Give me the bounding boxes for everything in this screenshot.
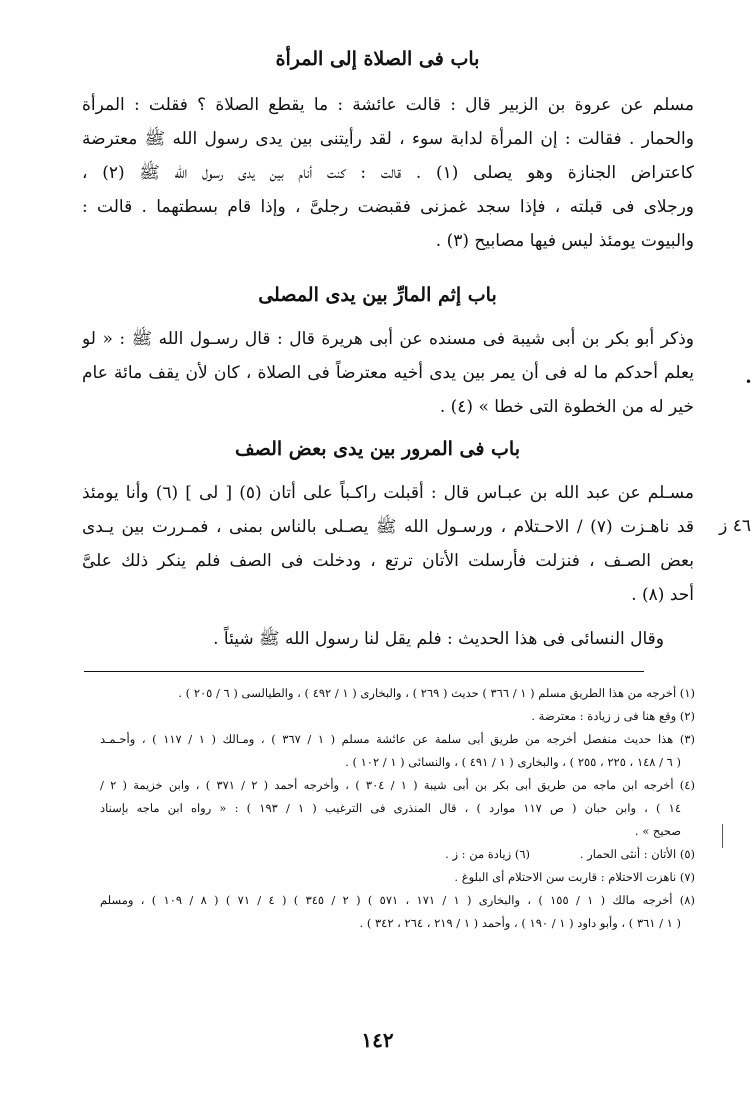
footnote-pair (100, 843, 695, 866)
page-number: ١٤٢ (361, 1028, 394, 1052)
text-line: أحد (٨) . (631, 585, 694, 605)
footnote: ١٤ ) ، وابن حبان ( ص ١١٧ موارد ) ، قال المنذرى فى الترغيب ( ١ / ١٩٣ ) : « رواه ابن ماجه بإسناد (100, 801, 681, 815)
text-line: خير له من الخطوة التى خطا » (٤) . (439, 397, 694, 417)
margin-mark: • (745, 375, 753, 389)
footnote: (٧) ناهزت الاحتلام : قاربت سن الاحتلام أى البلوغ . (454, 870, 695, 884)
footnote: (٣) هذا حديث منفصل أخرجه من طريق أبى سلمة عن عائشة مسلم ( ١ / ٣٦٧ ) ، ومـالك ( ١ / ١١٧ ) ، وأحـمـد (100, 732, 695, 746)
text-line: بعض الصـف ، فنزلت فأرسلت الأتان ترتع ، ودخلت فى الصف فلم ينكر ذلك علىَّ (82, 551, 694, 571)
text-line: يعلم أحدكم ما له فى أن يمر بين يدى أخيه معترضاً فى الصلاة ، كان لأن يقف مائة عام (82, 363, 694, 383)
manuscript-folio-note: ٤٦ ز (719, 516, 751, 536)
footnote: (٢) وقع هنا فى ز زيادة : معترضة . (531, 709, 695, 723)
paragraph (82, 322, 694, 424)
footnote: (٦) زيادة من : ز . (445, 847, 530, 861)
text-line: مسـلم عن عبد الله بن عبـاس قال : أقبلت راكـباً على أتان (٥) [ لى ] (٦) وأنا يومئذ (82, 483, 694, 503)
footnote: ( ٦ / ١٤٨ ، ٢٢٥ ، ٢٥٥ ) ، والبخارى ( ١ / ٤٩١ ) ، والنسائى ( ١ / ١٠٢ ) . (345, 755, 681, 769)
text-line: ورجلاى فى قبلته ، فإذا سجد غمزنى فقبضت رجلىَّ ، وإذا قام بسطتهما . قالت : (82, 197, 694, 217)
paragraph (82, 622, 664, 656)
text-line: وذكر أبو بكر بن أبى شيبة فى مسنده عن أبى هريرة قال : قال رسـول الله ﷺ : « لو (82, 329, 694, 349)
footnote-divider (84, 671, 644, 672)
footnote: (١) أخرجه من هذا الطريق مسلم ( ١ / ٣٦٦ ) حديث ( ٢٦٩ ) ، والبخارى ( ١ / ٤٩٢ ) ، والطيالسى ( ٦ / ٢٠٥ ) . (178, 686, 695, 700)
chapter-heading: باب فى المرور بين يدى بعض الصف (234, 438, 521, 460)
footnotes (100, 682, 695, 935)
chapter-heading: باب فى الصلاة إلى المرأة (275, 48, 480, 70)
paragraph (82, 88, 694, 258)
text-line: مسلم عن عروة بن الزبير قال : قالت عائشة : ما يقطع الصلاة ؟ فقلت : المرأة (82, 95, 694, 115)
footnote: (٥) الأتان : أنثى الحمار . (579, 847, 695, 861)
paragraph (82, 476, 694, 612)
text-line: والبيوت يومئذ ليس فيها مصابيح (٣) . (435, 231, 694, 251)
footnote: ( ١ / ٣٦١ ) ، وأبو داود ( ١ / ١٩٠ ) ، وأحمد ( ١ / ٢١٩ ، ٢٦٤ ، ٣٤٢ ) . (359, 916, 681, 930)
margin-line (722, 824, 723, 848)
text-line: قد ناهـزت (٧) / الاحـتلام ، ورسـول الله ﷺ يصـلى بالناس بمنى ، فمـررت بين يـدى (82, 517, 694, 537)
footnote: (٨) أخرجه مالك ( ١ / ١٥٥ ) ، والبخارى ( ١ / ١٧١ ، ٥٧١ ) ( ٢ / ٣٤٥ ) ( ٤ / ٧١ ) ( ٨ / ١٠٩ ) ، ومسلم (100, 893, 695, 907)
text-line: والحمار . فقالت : إن المرأة لدابة سوء ، لقد رأيتنى بين يدى رسول الله ﷺ معترضة (82, 129, 694, 149)
footnote: صحيح » . (634, 824, 681, 838)
text-line: كاعتراض الجنازة وهو يصلى (١) . قالت : كنت أنام بين يدى رسول الله ﷺ (٢) ، (82, 163, 694, 183)
footnote: (٤) أخرجه ابن ماجه من طريق أبى بكر بن أبى شيبة ( ١ / ٣٠٤ ) ، وأخرجه أحمد ( ٢ / ٣٧١ ) ، وابن خزيمة ( ٢ / (100, 778, 695, 792)
chapter-heading: باب إثم المارِّ بين يدى المصلى (258, 284, 497, 306)
text-line: وقال النسائى فى هذا الحديث : فلم يقل لنا رسول الله ﷺ شيئاً . (213, 629, 664, 649)
